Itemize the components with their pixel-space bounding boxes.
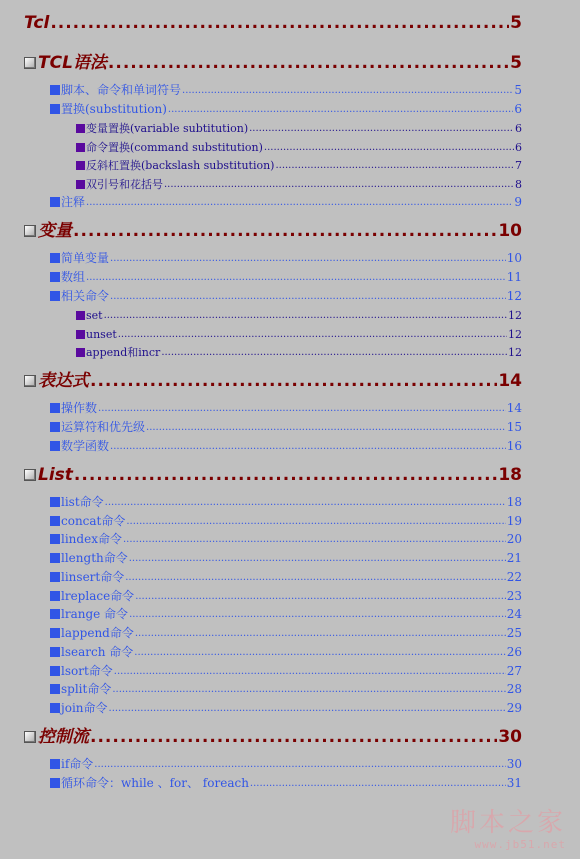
toc-page-number: 5 <box>510 53 522 73</box>
watermark-url: www.jb51.net <box>474 838 566 851</box>
dot-leader <box>129 551 506 566</box>
watermark-text: 脚本之家 <box>449 808 566 838</box>
toc-page-number: 23 <box>506 589 522 603</box>
toc-section-label: 脚本、命令和单词符号 <box>61 83 182 97</box>
section-bullet-icon <box>50 759 60 769</box>
toc-chapter-variables[interactable] <box>24 218 522 242</box>
toc-section-label: linsert命令 <box>61 570 125 584</box>
toc-page-number: 12 <box>508 328 522 341</box>
toc-section-concat-command[interactable] <box>50 512 522 529</box>
toc-page-number: 29 <box>506 701 522 715</box>
dot-leader <box>108 52 509 74</box>
toc-subsection-label: 命令置换(command substitution) <box>86 141 263 154</box>
section-bullet-icon <box>50 684 60 694</box>
subsection-bullet-icon <box>76 330 85 339</box>
toc-page-number: 12 <box>508 346 522 359</box>
section-bullet-icon <box>50 441 60 451</box>
dot-leader <box>134 645 505 660</box>
dot-leader <box>86 270 506 285</box>
section-bullet-icon <box>50 534 60 544</box>
section-bullet-icon <box>50 197 60 207</box>
section-bullet-icon <box>50 291 60 301</box>
toc-subsection-append-incr[interactable] <box>76 343 522 360</box>
dot-leader <box>98 401 506 416</box>
toc-section-label: join命令 <box>61 701 108 715</box>
toc-section-label: llength命令 <box>61 551 128 565</box>
section-bullet-icon <box>50 703 60 713</box>
subsection-bullet-icon <box>76 348 85 357</box>
toc-section-label: lsearch 命令 <box>61 645 134 659</box>
toc-subsection-set[interactable] <box>76 306 522 323</box>
toc-section-list-command[interactable] <box>50 493 522 510</box>
dot-leader <box>275 158 514 173</box>
toc-page-number: 12 <box>506 289 522 303</box>
toc-section-label: 简单变量 <box>61 251 110 265</box>
section-bullet-icon <box>50 591 60 601</box>
dot-leader <box>129 607 506 622</box>
dot-leader <box>90 370 497 392</box>
toc-subsection-label: 双引号和花括号 <box>86 178 163 191</box>
toc-page-number: 11 <box>506 270 522 284</box>
toc-page-number: 18 <box>506 495 522 509</box>
toc-section-lreplace-command[interactable] <box>50 587 522 604</box>
toc-section-label: lappend命令 <box>61 626 134 640</box>
section-bullet-icon <box>50 666 60 676</box>
toc-chapter-expressions[interactable] <box>24 368 522 392</box>
toc-section-label: 循环命令：while 、for、 foreach <box>61 776 249 790</box>
dot-leader <box>123 532 506 547</box>
dot-leader <box>73 220 497 242</box>
toc-section-label: 注释 <box>61 195 86 209</box>
toc-page-number: 30 <box>506 757 522 771</box>
toc-section-math-functions[interactable] <box>50 437 522 454</box>
toc-chapter-label: 控制流 <box>38 727 89 747</box>
dot-leader <box>125 570 505 585</box>
toc-page-number: 6 <box>515 122 522 135</box>
toc-chapter-list[interactable] <box>24 462 522 486</box>
dot-leader <box>164 177 514 192</box>
toc-page-number: 12 <box>508 309 522 322</box>
toc-page-number: 10 <box>498 221 522 241</box>
toc-section-label: 数组 <box>61 270 86 284</box>
subsection-bullet-icon <box>76 161 85 170</box>
dot-leader <box>249 121 514 136</box>
dot-leader <box>74 464 497 486</box>
dot-leader <box>109 701 506 716</box>
toc-section-related-commands[interactable] <box>50 287 522 304</box>
toc-page-number: 26 <box>506 645 522 659</box>
toc-section-label: 相关命令 <box>61 289 110 303</box>
subsection-bullet-icon <box>76 311 85 320</box>
section-bullet-icon <box>50 422 60 432</box>
toc-chapter-label: 表达式 <box>38 371 89 391</box>
toc-section-simple-variables[interactable] <box>50 249 522 266</box>
toc-section-label: 运算符和优先级 <box>61 420 146 434</box>
watermark <box>450 808 566 851</box>
toc-page-number: 31 <box>506 776 522 790</box>
toc-subsection-label: unset <box>86 328 117 341</box>
toc-section-lsearch-command[interactable] <box>50 643 522 660</box>
toc-page-number: 30 <box>498 727 522 747</box>
dot-leader <box>86 195 513 210</box>
toc-section-label: concat命令 <box>61 514 126 528</box>
toc-section-loop-commands[interactable] <box>50 774 522 791</box>
toc-section-lrange-command[interactable] <box>50 605 522 622</box>
toc-subsection-label: 反斜杠置换(backslash substitution) <box>86 159 275 172</box>
section-bullet-icon <box>50 253 60 263</box>
section-bullet-icon <box>50 609 60 619</box>
dot-leader <box>126 514 505 529</box>
toc-page-number: 10 <box>506 251 522 265</box>
dot-leader <box>90 726 497 748</box>
toc-subsection-variable-substitution[interactable] <box>76 119 522 136</box>
toc-page-number: 15 <box>506 420 522 434</box>
dot-leader <box>94 757 505 772</box>
dot-leader <box>118 327 507 342</box>
toc-page-number: 9 <box>514 195 522 209</box>
chapter-bullet-icon <box>24 57 36 69</box>
dot-leader <box>110 251 506 266</box>
toc-chapter-label: Tcl <box>24 13 50 33</box>
subsection-bullet-icon <box>76 143 85 152</box>
dot-leader <box>264 140 514 155</box>
toc-section-label: 置换(substitution) <box>61 102 167 116</box>
dot-leader <box>250 776 506 791</box>
toc-subsection-command-substitution[interactable] <box>76 138 522 155</box>
section-bullet-icon <box>50 572 60 582</box>
toc-section-label: list命令 <box>61 495 104 509</box>
toc-section-label: split命令 <box>61 682 112 696</box>
toc-page-number: 14 <box>498 371 522 391</box>
toc-section-label: lrange 命令 <box>61 607 129 621</box>
toc-page-number: 25 <box>506 626 522 640</box>
toc-subsection-label: 变量置换(variable subtitution) <box>86 122 249 135</box>
toc-page-number: 8 <box>515 178 522 191</box>
toc-page-number: 22 <box>506 570 522 584</box>
section-bullet-icon <box>50 497 60 507</box>
toc-subsection-quotes-braces[interactable] <box>76 175 522 192</box>
section-bullet-icon <box>50 553 60 563</box>
toc-section-operators[interactable] <box>50 418 522 435</box>
toc-page-number: 21 <box>506 551 522 565</box>
section-bullet-icon <box>50 104 60 114</box>
dot-leader <box>104 308 507 323</box>
toc-section-arrays[interactable] <box>50 268 522 285</box>
toc-subsection-label: set <box>86 309 103 322</box>
section-bullet-icon <box>50 516 60 526</box>
chapter-bullet-icon <box>24 225 36 237</box>
toc-section-lindex-command[interactable] <box>50 530 522 547</box>
toc-section-join-command[interactable] <box>50 699 522 716</box>
toc-page-number: 16 <box>506 439 522 453</box>
section-bullet-icon <box>50 647 60 657</box>
toc-subsection-backslash-substitution[interactable] <box>76 156 522 173</box>
toc-section-split-command[interactable] <box>50 680 522 697</box>
toc-subsection-label: append和incr <box>86 346 161 359</box>
toc-chapter-tcl-syntax[interactable] <box>24 50 522 74</box>
chapter-bullet-icon <box>24 469 36 481</box>
dot-leader <box>110 439 506 454</box>
section-bullet-icon <box>50 778 60 788</box>
subsection-bullet-icon <box>76 180 85 189</box>
section-bullet-icon <box>50 403 60 413</box>
toc-section-if-command[interactable] <box>50 755 522 772</box>
toc-page-number: 28 <box>506 682 522 696</box>
dot-leader <box>168 102 513 117</box>
section-bullet-icon <box>50 628 60 638</box>
toc-page-number: 27 <box>506 664 522 678</box>
toc-chapter-control-flow[interactable] <box>24 724 522 748</box>
toc-section-label: lreplace命令 <box>61 589 135 603</box>
toc-section-lappend-command[interactable] <box>50 624 522 641</box>
toc-section-linsert-command[interactable] <box>50 568 522 585</box>
dot-leader <box>161 345 507 360</box>
dot-leader <box>110 289 506 304</box>
chapter-bullet-icon <box>24 375 36 387</box>
toc-chapter-tcl[interactable] <box>24 10 522 34</box>
toc-page-number: 20 <box>506 532 522 546</box>
section-bullet-icon <box>50 272 60 282</box>
toc-page-number: 5 <box>514 83 522 97</box>
chapter-bullet-icon <box>24 731 36 743</box>
dot-leader <box>112 682 505 697</box>
dot-leader <box>105 495 506 510</box>
dot-leader <box>135 589 506 604</box>
toc-chapter-label: List <box>38 465 73 485</box>
toc-page-number: 6 <box>515 141 522 154</box>
toc-section-label: 数学函数 <box>61 439 110 453</box>
toc-chapter-label: TCL语法 <box>38 53 107 73</box>
dot-leader <box>182 83 513 98</box>
toc-page-number: 19 <box>506 514 522 528</box>
toc-section-label: lindex命令 <box>61 532 122 546</box>
toc-section-llength-command[interactable] <box>50 549 522 566</box>
dot-leader <box>114 664 506 679</box>
subsection-bullet-icon <box>76 124 85 133</box>
toc-page-number: 7 <box>515 159 522 172</box>
toc-page-number: 24 <box>506 607 522 621</box>
toc-section-comments[interactable] <box>50 193 522 210</box>
toc-section-operands[interactable] <box>50 399 522 416</box>
toc-page-number: 14 <box>506 401 522 415</box>
toc-page-number: 18 <box>498 465 522 485</box>
dot-leader <box>135 626 506 641</box>
dot-leader <box>146 420 506 435</box>
toc-section-label: lsort命令 <box>61 664 113 678</box>
toc-section-scripts[interactable] <box>50 81 522 98</box>
dot-leader <box>50 12 509 34</box>
toc-section-label: 操作数 <box>61 401 98 415</box>
section-bullet-icon <box>50 85 60 95</box>
toc-page-number: 6 <box>514 102 522 116</box>
toc-section-label: if命令 <box>61 757 94 771</box>
toc-section-substitution[interactable] <box>50 100 522 117</box>
toc-section-lsort-command[interactable] <box>50 662 522 679</box>
toc-chapter-label: 变量 <box>38 221 72 241</box>
toc-subsection-unset[interactable] <box>76 325 522 342</box>
toc-page-number: 5 <box>510 13 522 33</box>
